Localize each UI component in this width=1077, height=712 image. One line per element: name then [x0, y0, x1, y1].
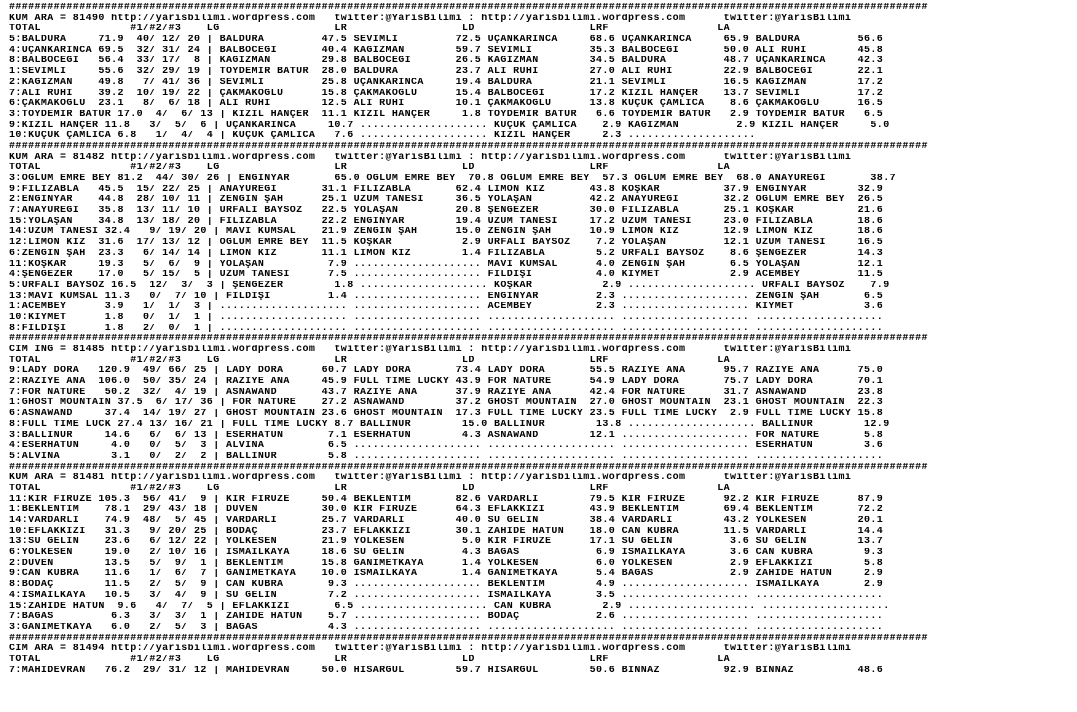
text-line: 10:EFLAKKIZI 31.3 9/ 20/ 25 | BODAÇ 23.7 EFLAKKIZI 30.1 ZAHİDE HATUN 18.0 CAN KÜBRA 11.5 VARDARLI 14.4 [9, 526, 884, 537]
text-line: 8:FİLDİŞİ 1.8 2/ 0/ 1 | .................... .................... .................... .................... .................... [9, 323, 884, 334]
text-line: ################################################################################################################################################ [9, 334, 928, 345]
text-line: 1:ACEMBEY 3.9 1/ 1/ 3 | .................... .................... ACEMBEY 2.3 .................... KIYMET 3.6 [9, 302, 884, 313]
text-line: 11:KIR FİRUZE 105.3 56/ 41/ 9 | KIR FİRUZE 50.4 BEKLENTİM 82.6 VARDARLI 79.5 KIR FİRUZE 92.2 KIR FİRUZE 87.9 [9, 494, 884, 505]
text-line: 3:OĞLUM EMRE BEY 81.2 44/ 30/ 26 | ENGINYAR 65.0 OĞLUM EMRE BEY 70.8 OĞLUM EMRE BEY 57.3 OĞLUM EMRE BEY 68.0 ANAYÜREĞİ 38.7 [9, 174, 896, 184]
text-line: ################################################################################################################################################ [9, 462, 928, 473]
text-line: 3:BALLINUR 14.6 6/ 6/ 13 | ESERHATUN 7.1 ESERHATUN 4.3 ASNAWAND 12.1 .................... FOR NATURE 5.8 [9, 430, 884, 441]
text-line: 4:ŞENGEZER 17.0 5/ 15/ 5 | ÜZÜM TANESİ 7.5 .................... FİLDİŞİ 4.0 KIYMET 2.9 ACEMBEY 11.5 [9, 270, 884, 281]
text-line: 15:YOLAŞAN 34.8 13/ 18/ 20 | FİLİZABLA 22.2 ENGINYAR 19.4 ÜZÜM TANESİ 17.2 ÜZÜM TANESİ 23.0 FİLİZABLA 18.6 [9, 216, 884, 227]
text-line: TOTAL #1/#2/#3 LG LR LD LRF LA [9, 483, 731, 494]
text-line: 3:TOYDEMİR BATUR 17.0 4/ 6/ 13 | KIZIL HANÇER 11.1 KIZIL HANÇER 1.8 TOYDEMİR BATUR 6.6 TOYDEMİR BATUR 2.9 TOYDEMİR BATUR 6.5 [9, 109, 884, 120]
text-line: ################################################################################################################################################ [9, 633, 928, 644]
text-line: ################################################################################################################################################ [9, 141, 928, 152]
text-line: 9:FİLİZABLA 45.5 15/ 22/ 25 | ANAYÜREĞİ 31.1 FİLİZABLA 62.4 LİMON KIZ 43.8 KÖŞKAR 37.9 ENGINYAR 32.9 [9, 184, 884, 195]
text-line: 13:SU GELİN 23.6 6/ 12/ 22 | YOLKESEN 21.9 YOLKESEN 5.0 KIR FİRUZE 17.1 SU GELİN 3.6 SU GELİN 13.7 [9, 537, 884, 548]
text-line: TOTAL #1/#2/#3 LG LR LD LRF LA [9, 163, 731, 174]
text-line: 15:ZAHİDE HATUN 9.6 4/ 7/ 5 | EFLAKKIZI 6.5 .................... CAN KÜBRA 2.9 .................... .................... [9, 601, 890, 612]
text-line: 14:VARDARLI 74.9 48/ 5/ 45 | VARDARLI 25.7 VARDARLI 40.0 SU GELİN 38.4 VARDARLI 43.2 YOLKESEN 20.1 [9, 516, 884, 526]
text-line: TOTAL #1/#2/#3 LG LR LD LRF LA [9, 654, 731, 665]
text-line: 10:KÜÇÜK ÇAMLICA 6.8 1/ 4/ 4 | KÜÇÜK ÇAMLICA 7.6 .................... KIZIL HANÇER 2.3 .................... [9, 131, 756, 142]
text-line: 4:İSMAİLKAYA 10.5 3/ 4/ 9 | SU GELİN 7.2 .................... İSMAİLKAYA 3.5 .................... .................... [9, 590, 884, 601]
text-line: 7:ALİ RUHİ 39.2 10/ 19/ 22 | ÇAKMAKOĞLU 15.8 ÇAKMAKOĞLU 15.4 BALBÖCEĞİ 17.2 KIZIL HANÇER 13.7 SEVİMLİ 17.2 [9, 88, 884, 99]
text-line: 6:ZENGİN ŞAH 23.3 6/ 14/ 14 | LİMON KIZ 11.1 LİMON KIZ 1.4 FİLİZABLA 5.2 URFALI BAYSÖZ 8.6 ŞENGEZER 14.3 [9, 248, 884, 259]
text-line: 7:ANAYÜREĞİ 35.8 13/ 11/ 10 | URFALI BAYSÖZ 22.5 YOLAŞAN 20.8 ŞENGEZER 30.0 FİLİZABLA 25.1 KÖŞKAR 21.6 [9, 206, 884, 217]
text-line: KUM ARA = 81490 http://yarisbilimi.wordpress.com twitter:@YarisBilimi : http://yarisbilimi.wordpress.com twitter:@YarisBilimi [9, 13, 852, 24]
text-line: 2:ENGINYAR 44.8 28/ 10/ 11 | ZENGİN ŞAH 25.1 ÜZÜM TANESİ 36.5 YOLAŞAN 42.2 ANAYÜREĞİ 32.2 OĞLUM EMRE BEY 26.5 [9, 195, 884, 206]
text-line: TOTAL #1/#2/#3 LG LR LD LRF LA [9, 355, 731, 366]
text-line: 14:ÜZÜM TANESİ 32.4 9/ 19/ 20 | MAVİ KUMSAL 21.9 ZENGİN ŞAH 15.0 ZENGİN ŞAH 10.9 LİMON KIZ 12.9 LİMON KIZ 18.6 [9, 227, 884, 238]
text-line: 4:UÇANKARINCA 69.5 32/ 31/ 24 | BALBÖCEĞİ 40.4 KAĞIZMAN 59.7 SEVİMLİ 35.3 BALBÖCEĞİ 50.0 ALİ RUHİ 45.8 [9, 45, 884, 56]
text-line: ################################################################################################################################################ [9, 3, 928, 13]
text-line: 2:DÜVEN 13.5 5/ 9/ 1 | BEKLENTİM 15.8 GANİMETKAYA 1.4 YOLKESEN 6.0 YOLKESEN 2.9 EFLAKKIZI 5.8 [9, 558, 884, 569]
text-line: 5:ALVINA 3.1 0/ 2/ 2 | BALLINUR 5.8 .................... .................... .................... .................... [9, 451, 884, 462]
text-line: 7:BAGAS 6.3 3/ 3/ 1 | ZAHİDE HATUN 5.7 .................... BODAÇ 2.6 .................... .................... [9, 612, 884, 623]
text-line: 6:YOLKESEN 19.0 2/ 10/ 16 | İSMAİLKAYA 18.6 SU GELİN 4.3 BAGAS 6.9 İSMAİLKAYA 3.6 CAN KÜBRA 9.3 [9, 548, 884, 559]
text-line: 8:BALBÖCEĞİ 56.4 33/ 17/ 8 | KAĞIZMAN 29.8 BALBÖCEĞİ 26.5 KAĞIZMAN 34.5 BALDURA 48.7 UÇANKARINCA 42.3 [9, 56, 884, 67]
text-line: 10:KIYMET 1.8 0/ 1/ 1 | .................... .................... .................... .................... .................... [9, 312, 884, 323]
text-line: 4:ESERHATUN 4.0 0/ 5/ 3 | ALVINA 6.5 .................... .................... .................... ESERHATUN 3.6 [9, 441, 884, 452]
text-line: 7:MAHİDEVRAN 76.2 29/ 31/ 12 | MAHİDEVRAN 50.0 HİSARGÜL 59.7 HİSARGÜL 50.6 BİNNAZ 92.9 BİNNAZ 48.6 [9, 665, 884, 676]
text-line: CIM ARA = 81494 http://yarisbilimi.wordpress.com twitter:@YarisBilimi : http://yarisbilimi.wordpress.com twitter:@YarisBilimi [9, 644, 852, 655]
text-line: 5:URFALI BAYSÖZ 16.5 12/ 3/ 3 | ŞENGEZER 1.8 .................... KÖŞKAR 2.9 .................... URFALI BAYSÖZ 7.9 [9, 280, 890, 291]
text-line: 6:ASNAWAND 37.4 14/ 19/ 27 | GHOST MOUNTAIN 23.6 GHOST MOUNTAIN 17.3 FULL TIME LUCKY 23.5 FULL TIME LUCKY 2.9 FULL TIME LUCKY 15.8 [9, 409, 884, 420]
text-line: TOTAL #1/#2/#3 LG LR LD LRF LA [9, 24, 731, 35]
text-line: 11:KÖŞKAR 19.3 5/ 6/ 9 | YOLAŞAN 7.9 .................... MAVİ KUMSAL 4.0 ZENGİN ŞAH 6.5 YOLAŞAN 12.1 [9, 259, 884, 270]
text-line: 2:RAZİYE ANA 106.0 50/ 35/ 24 | RAZİYE ANA 45.9 FULL TIME LUCKY 43.9 FOR NATURE 54.9 LADY DORA 75.7 LADY DORA 70.1 [9, 377, 884, 388]
text-line: CIM ING = 81485 http://yarisbilimi.wordpress.com twitter:@YarisBilimi : http://yarisbilimi.wordpress.com twitter:@YarisBilimi [9, 345, 852, 355]
text-line: 3:GANİMETKAYA 6.0 2/ 5/ 3 | BAGAS 4.3 .................... .................... .................... .................... [9, 622, 884, 633]
text-line: 8:BODAÇ 11.5 2/ 5/ 9 | CAN KÜBRA 9.3 .................... BEKLENTİM 4.9 .................... İSMAİLKAYA 2.9 [9, 580, 884, 591]
text-line: 6:ÇAKMAKOĞLU 23.1 8/ 6/ 18 | ALİ RUHİ 12.5 ALİ RUHİ 10.1 ÇAKMAKOĞLU 13.8 KÜÇÜK ÇAMLICA 8.6 ÇAKMAKOĞLU 16.5 [9, 99, 884, 110]
text-line: 1:GHOST MOUNTAIN 37.5 6/ 17/ 36 | FOR NATURE 27.2 ASNAWAND 37.2 GHOST MOUNTAIN 27.0 GHOST MOUNTAIN 23.1 GHOST MOUNTAIN 22.3 [9, 398, 884, 409]
text-line: 13:MAVİ KUMSAL 11.3 0/ 7/ 10 | FİLDİŞİ 1.4 .................... ENGINYAR 2.3 .................... ZENGİN ŞAH 6.5 [9, 291, 884, 302]
text-line: 9:KIZIL HANÇER 11.8 3/ 5/ 6 | UÇANKARINCA 10.7 .................... KÜÇÜK ÇAMLICA 2.9 KAĞIZMAN 2.9 KIZIL HANÇER 5.0 [9, 120, 890, 131]
text-line: KUM ARA = 81482 http://yarisbilimi.wordpress.com twitter:@YarisBilimi : http://yarisbilimi.wordpress.com twitter:@YarisBilimi [9, 152, 852, 163]
text-line: 7:FOR NATURE 50.2 32/ 4/ 19 | ASNAWAND 43.7 RAZİYE ANA 37.9 RAZİYE ANA 42.4 FOR NATURE 31.7 ASNAWAND 23.8 [9, 387, 884, 398]
text-line: 9:LADY DORA 120.9 49/ 66/ 25 | LADY DORA 60.7 LADY DORA 73.4 LADY DORA 55.5 RAZİYE ANA 95.7 RAZİYE ANA 75.0 [9, 366, 884, 377]
text-line: 1:SEVİMLİ 55.6 32/ 29/ 19 | TOYDEMİR BATUR 28.0 BALDURA 23.7 ALİ RUHİ 27.0 ALİ RUHİ 22.9 BALBÖCEĞİ 22.1 [9, 67, 884, 78]
text-line: 9:CAN KÜBRA 11.6 1/ 6/ 7 | GANİMETKAYA 10.0 İSMAİLKAYA 1.4 GANİMETKAYA 5.4 BAGAS 2.9 ZAHİDE HATUN 2.9 [9, 569, 884, 580]
text-line: KUM ARA = 81481 http://yarisbilimi.wordpress.com twitter:@YarisBilimi : http://yarisbilimi.wordpress.com twitter:@YarisBilimi [9, 473, 852, 484]
text-line: 2:KAĞIZMAN 49.8 7/ 41/ 36 | SEVİMLİ 25.8 UÇANKARINCA 19.4 BALDURA 21.1 SEVİMLİ 16.5 KAĞIZMAN 17.2 [9, 77, 884, 88]
text-line: 5:BALDURA 71.9 40/ 12/ 20 | BALDURA 47.5 SEVİMLİ 72.5 UÇANKARINCA 68.6 UÇANKARINCA 65.9 BALDURA 56.6 [9, 35, 884, 46]
race-stats-document [9, 3, 1075, 709]
text-line: 12:LİMON KIZ 31.6 17/ 13/ 12 | OĞLUM EMRE BEY 11.5 KÖŞKAR 2.9 URFALI BAYSÖZ 7.2 YOLAŞAN 12.1 ÜZÜM TANESİ 16.5 [9, 238, 884, 249]
text-line: 8:FULL TIME LUCK 27.4 13/ 16/ 21 | FULL TIME LUCKY 8.7 BALLINUR 15.0 BALLINUR 13.8 .................... BALLINUR 12.9 [9, 419, 890, 430]
text-line: 1:BEKLENTİM 78.1 29/ 43/ 18 | DÜVEN 30.0 KIR FİRUZE 64.3 EFLAKKIZI 43.9 BEKLENTİM 69.4 BEKLENTİM 72.2 [9, 505, 884, 516]
